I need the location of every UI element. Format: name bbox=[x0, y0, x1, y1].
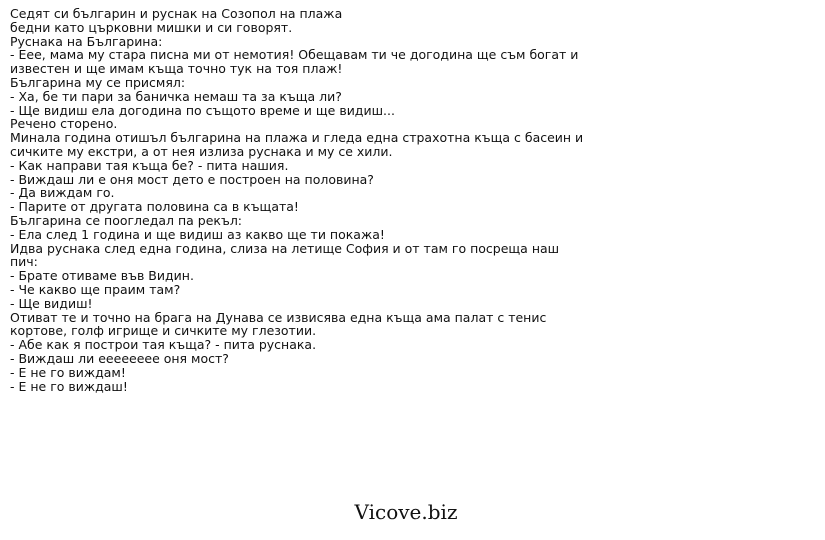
joke-line: - Да виждам го. bbox=[10, 185, 115, 201]
joke-line: - Ще видиш! bbox=[10, 295, 93, 311]
joke-line: - Как направи тая къща бе? - пита нашия. bbox=[10, 157, 289, 173]
joke-line: Речено сторено. bbox=[10, 116, 118, 132]
joke-line: - Еее, мама му стара писна ми от немотия! Обещавам ти че догодина ще съм богат и bbox=[10, 47, 579, 63]
site-watermark: Vicove.biz bbox=[354, 500, 458, 524]
joke-line: Минала година отишъл българина на плажа и гледа една страхотна къща с басеин и bbox=[10, 130, 584, 146]
joke-line: Седят си българин и руснак на Созопол на плажа bbox=[10, 6, 343, 21]
joke-line: Руснака на Българина: bbox=[10, 33, 163, 49]
joke-line: кортове, голф игрище и сичките му глезотии. bbox=[10, 323, 317, 339]
joke-line: - Ела след 1 година и ще видиш аз какво ще ти покажа! bbox=[10, 226, 385, 242]
joke-line: сичките му екстри, а от нея излиза руснака и му се хили. bbox=[10, 143, 393, 159]
joke-line: Българина се поогледал па рекъл: bbox=[10, 212, 243, 228]
joke-line: известен и ще имам къща точно тук на тоя плаж! bbox=[10, 61, 343, 77]
joke-line: - Абе как я построи тая къща? - пита руснака. bbox=[10, 337, 317, 353]
joke-text bbox=[10, 7, 610, 393]
joke-line: - Е не го виждаш! bbox=[10, 378, 128, 394]
joke-line: бедни като църковни мишки и си говорят. bbox=[10, 19, 293, 35]
joke-line: - Ще видиш ела догодина по същото време и ще видиш... bbox=[10, 102, 395, 118]
joke-line: Идва руснака след една година, слиза на летище София и от там го посреща наш bbox=[10, 240, 560, 256]
joke-line: - Ха, бе ти пари за баничка немаш та за къща ли? bbox=[10, 88, 342, 104]
joke-line: - Е не го виждам! bbox=[10, 364, 126, 380]
joke-line: Отиват те и точно на брага на Дунава се извисява една къща ама палат с тенис bbox=[10, 309, 547, 325]
joke-line: - Брате отиваме във Видин. bbox=[10, 268, 194, 284]
joke-line: - Виждаш ли е оня мост дето е построен на половина? bbox=[10, 171, 374, 187]
joke-line: пич: bbox=[10, 254, 38, 270]
joke-line: - Парите от другата половина са в къщата! bbox=[10, 199, 299, 215]
joke-line: - Че какво ще праим там? bbox=[10, 281, 181, 297]
joke-line: - Виждаш ли ееееееее оня мост? bbox=[10, 350, 229, 366]
joke-line: Българина му се присмял: bbox=[10, 74, 186, 90]
